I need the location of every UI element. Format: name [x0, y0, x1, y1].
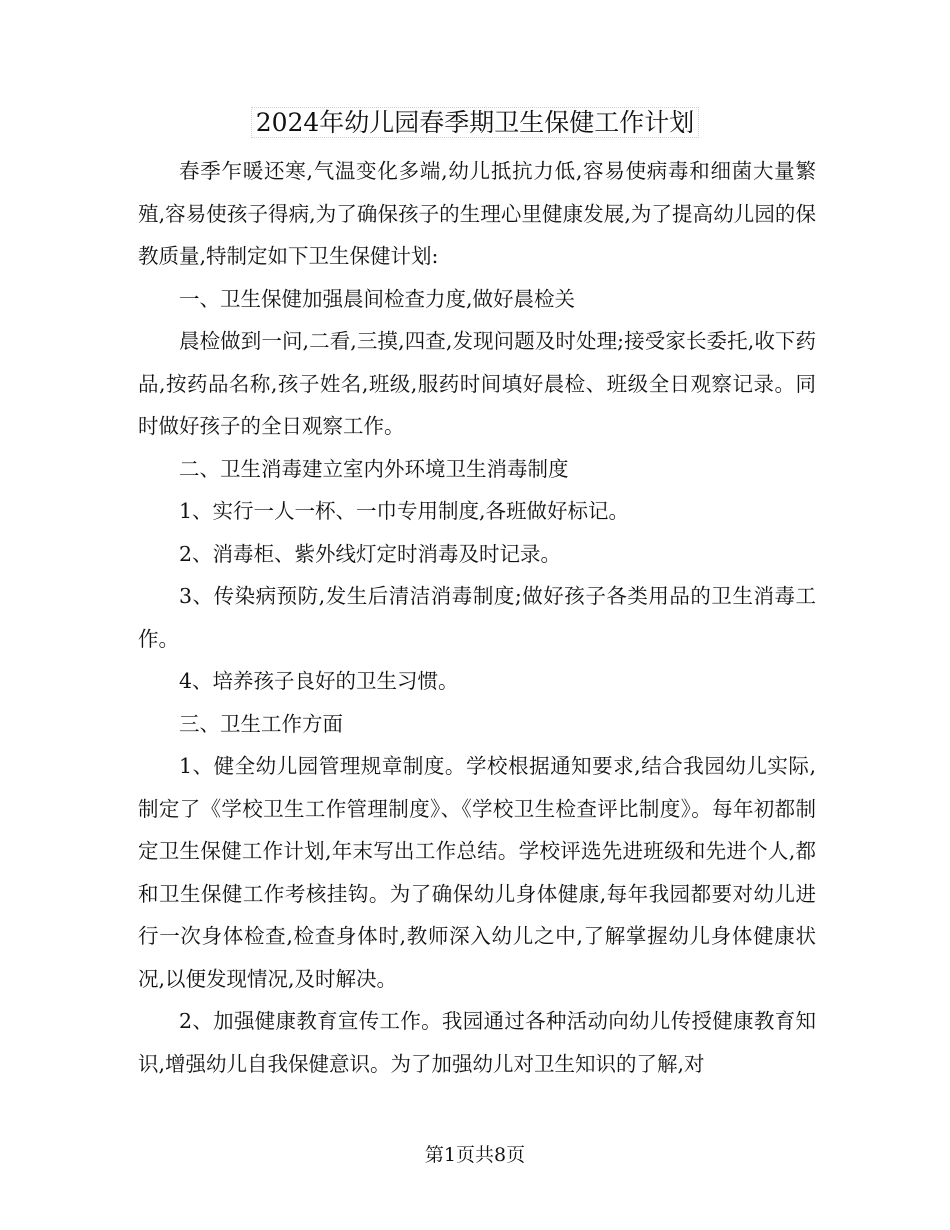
section3-item-2-line: 育知识,增强幼儿自我保健意识。为了加强幼儿对卫生知识的了解,对: [138, 1009, 817, 1076]
title-text: 2024年幼儿园春季期卫生保健工作计划: [251, 107, 700, 138]
section1-line: 收下药品,按药品名称,孩子姓名,班级,服药时间填好晨检、班级全日: [138, 329, 816, 396]
section3-item-1-line: 实际,制定了《学校卫生工作管理制度》、《学校卫生检查评比制: [138, 754, 816, 821]
section2-item-4: 4、培养孩子良好的卫生习惯。: [179, 669, 459, 693]
section3-item-1-line: 先进班级和先进个人,都和卫生保健工作考核挂钩。为了确保幼儿身体: [138, 839, 816, 906]
section3-item-1: [138, 745, 816, 1000]
section2-item-1: 1、实行一人一杯、一巾专用制度,各班做好标记。: [179, 499, 630, 523]
section1-line: 晨检做到一问,二看,三摸,四查,发现问题及时处理;接受家长委托,: [179, 329, 755, 353]
section2-item-3-line: 3、传染病预防,发生后清洁消毒制度;做好孩子各类用品的卫生消: [179, 584, 775, 608]
intro-paragraph: [138, 150, 816, 278]
intro-line: 量繁殖,容易使孩子得病,为了确保孩子的生理心里健康发展,为了提高: [138, 159, 816, 226]
section2-item-3: [138, 575, 816, 660]
intro-line: 春季乍暖还寒,气温变化多端,幼儿抵抗力低,容易使病毒和细菌大: [179, 159, 775, 183]
section1-line: 观察记录。同时做好孩子的全日观察工作。: [138, 371, 816, 438]
section1-paragraph: [138, 320, 816, 448]
section1-heading: 一、卫生保健加强晨间检查力度,做好晨检关: [179, 286, 576, 311]
intro-line: 幼儿园的保教质量,特制定如下卫生保健计划:: [138, 201, 816, 268]
section2-heading: 二、卫生消毒建立室内外环境卫生消毒制度: [179, 456, 569, 481]
section3-item-2-line: 2、加强健康教育宣传工作。我园通过各种活动向幼儿传授健康教: [179, 1009, 775, 1033]
section3-item-1-line: 度》。每年初都制定卫生保健工作计划,年末写出工作总结。学校评选: [138, 796, 817, 863]
section2-item-2: 2、消毒柜、紫外线灯定时消毒及时记录。: [179, 541, 562, 566]
document-body: [138, 150, 816, 1085]
section3-item-1-line: 1、健全幼儿园管理规章制度。学校根据通知要求,结合我园幼儿: [179, 754, 768, 778]
section3-item-1-line: 健康,每年我园都要对幼儿进行一次身体检查,检查身体时,教师深入幼: [138, 881, 817, 948]
document-title: [0, 103, 950, 143]
section3-item-1-line: 儿之中,了解掌握幼儿身体健康状况,以便发现情况,及时解决。: [138, 924, 816, 991]
page-number: 第1页共8页: [424, 1144, 526, 1166]
section3-item-2: [138, 1000, 816, 1085]
section2-item-3-line: 毒工作。: [138, 584, 817, 651]
page-footer: [0, 1140, 950, 1170]
section3-heading: 三、卫生工作方面: [179, 711, 343, 736]
